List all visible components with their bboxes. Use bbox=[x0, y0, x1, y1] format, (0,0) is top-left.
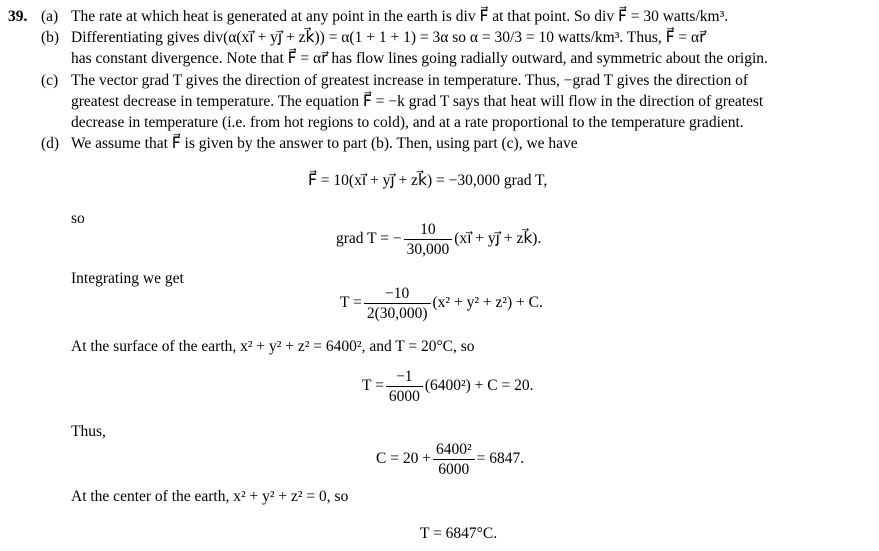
eq4-lhs: T = bbox=[362, 377, 384, 395]
part-a-text: The rate at which heat is generated at any point in the earth is div F⃗ at that point. So div F⃗ = 30 watts/km³. bbox=[71, 8, 729, 25]
text-integrating: Integrating we get bbox=[71, 270, 184, 287]
eq4-numerator: −1 bbox=[386, 367, 423, 387]
part-c-line3: decrease in temperature (i.e. from hot regions to cold), and at a rate proportional to the temperature gradient. bbox=[71, 114, 744, 131]
eq3-fraction bbox=[364, 284, 431, 323]
eq2-numerator: 10 bbox=[404, 220, 453, 240]
eq3-denominator: 2(30,000) bbox=[366, 305, 428, 322]
eq5-denominator: 6000 bbox=[438, 461, 470, 478]
eq5-numerator: 6400² bbox=[433, 440, 475, 460]
part-b-line2: has constant divergence. Note that F⃗ = αr⃗ has flow lines going radially outward, and symmetric about the origin. bbox=[71, 50, 768, 67]
equation-flux: F⃗ = 10(xi⃗ + yj⃗ + zk⃗) = −30,000 grad T, bbox=[308, 172, 548, 189]
eq3-lhs: T = bbox=[340, 294, 362, 312]
equation-t-integrated bbox=[340, 284, 543, 323]
problem-number: 39. bbox=[8, 8, 28, 25]
text-surface: At the surface of the earth, x² + y² + z² = 6400², and T = 20°C, so bbox=[71, 338, 475, 355]
eq4-rhs: (6400²) + C = 20. bbox=[424, 377, 534, 395]
eq4-denominator: 6000 bbox=[388, 388, 420, 405]
eq2-lhs: grad T = − bbox=[336, 230, 402, 248]
eq2-rhs: (xi⃗ + yj⃗ + zk⃗). bbox=[454, 230, 542, 248]
eq5-fraction bbox=[433, 440, 475, 479]
equation-constant-c bbox=[376, 440, 524, 479]
part-c-line1: The vector grad T gives the direction of greatest increase in temperature. Thus, −grad T gives the direction of bbox=[71, 72, 749, 89]
eq3-numerator: −10 bbox=[364, 284, 431, 304]
part-b-label: (b) bbox=[41, 29, 60, 46]
eq5-rhs: = 6847. bbox=[476, 450, 525, 468]
equation-grad-t bbox=[336, 220, 541, 259]
part-c-line2: greatest decrease in temperature. The equation F⃗ = −k grad T says that heat will flow in the direction of greatest bbox=[71, 93, 764, 110]
text-so: so bbox=[71, 210, 85, 227]
part-b-line1: Differentiating gives div(α(xi⃗ + yj⃗ + zk⃗)) = α(1 + 1 + 1) = 3α so α = 30/3 = 10 watts/km³. Thus, F⃗ = αr⃗ bbox=[71, 29, 706, 46]
part-c-label: (c) bbox=[41, 72, 59, 89]
equation-t-center: T = 6847°C. bbox=[420, 525, 498, 542]
eq2-denominator: 30,000 bbox=[406, 241, 450, 258]
eq5-lhs: C = 20 + bbox=[376, 450, 431, 468]
text-thus: Thus, bbox=[71, 423, 106, 440]
part-a-label: (a) bbox=[41, 8, 59, 25]
eq3-rhs: (x² + y² + z²) + C. bbox=[432, 294, 543, 312]
eq2-fraction bbox=[404, 220, 453, 259]
part-d-intro: We assume that F⃗ is given by the answer to part (b). Then, using part (c), we have bbox=[71, 135, 578, 152]
eq4-fraction bbox=[386, 367, 423, 406]
equation-t-surface bbox=[362, 367, 533, 406]
part-d-label: (d) bbox=[41, 135, 60, 152]
text-center: At the center of the earth, x² + y² + z² = 0, so bbox=[71, 488, 349, 505]
